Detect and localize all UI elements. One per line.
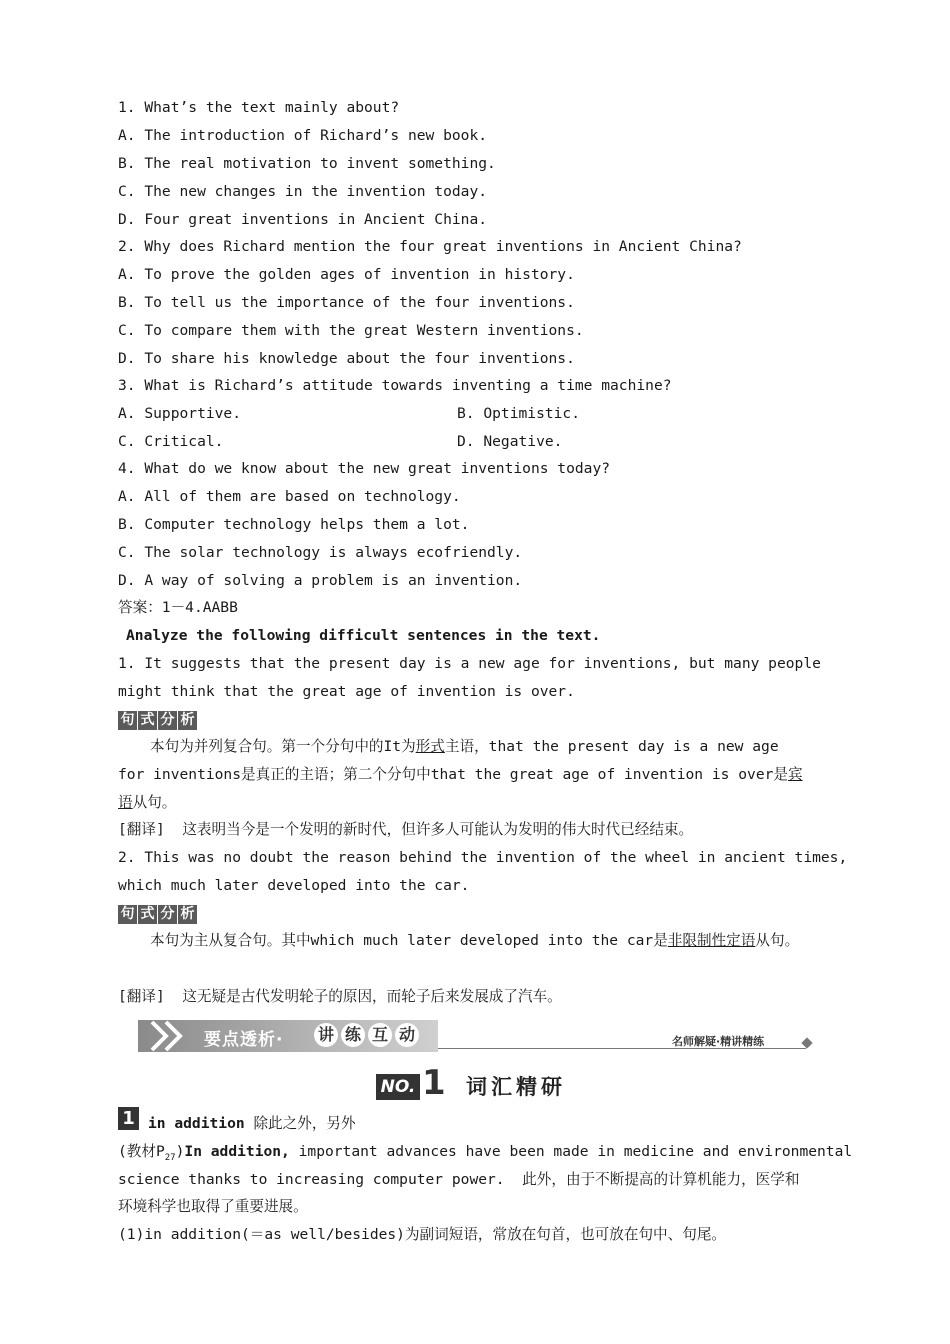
sentence-analysis-tag — [118, 711, 197, 730]
sentence-2-line-1: 2. This was no doubt the reason behind the invention of the wheel in ancient times, — [118, 849, 848, 866]
example-bold: In addition, — [184, 1143, 290, 1160]
vocab-entry — [148, 1114, 356, 1134]
section-banner — [138, 1020, 438, 1052]
vocab-term: in addition — [148, 1115, 245, 1132]
vocab-meaning: 除此之外，另外 — [253, 1115, 356, 1132]
q3-option-b: B. Optimistic. — [457, 405, 581, 422]
analysis-text: 本句为主从复合句。其中which much later developed into the car是 — [150, 932, 668, 949]
q4-option-d: D. A way of solving a problem is an invention. — [118, 572, 523, 589]
question-3: 3. What is Richard’s attitude towards inventing a time machine? — [118, 377, 672, 394]
question-1: 1. What’s the text mainly about? — [118, 99, 400, 116]
vocab-example-line-2: science thanks to increasing computer power. 此外，由于不断提高的计算机能力，医学和 — [118, 1171, 800, 1188]
vocab-note-1: (1)in addition(＝as well/besides)为副词短语，常放在句首，也可放在句中、句尾。 — [118, 1226, 727, 1243]
tag-char: 析 — [178, 905, 197, 924]
q3-option-a: A. Supportive. — [118, 405, 242, 422]
tag-char: 分 — [158, 905, 177, 924]
q3-option-c: C. Critical. — [118, 433, 224, 450]
vocab-example-line-3: 环境科学也取得了重要进展。 — [118, 1198, 308, 1215]
sentence-2-translation: [翻译] 这无疑是古代发明轮子的原因，而轮子后来发展成了汽车。 — [118, 988, 562, 1005]
sentence-1-translation: [翻译] 这表明当今是一个发明的新时代，但许多人可能认为发明的伟大时代已经结束。 — [118, 821, 694, 838]
q1-option-b: B. The real motivation to invent something. — [118, 155, 496, 172]
underlined-term: 宾 — [787, 766, 803, 783]
section-no-digit: 1 — [422, 1063, 446, 1103]
q2-option-d: D. To share his knowledge about the four inventions. — [118, 350, 575, 367]
underlined-term: 非限制性定语 — [667, 932, 756, 949]
tag-char: 式 — [138, 905, 157, 924]
analysis-text: 从句。 — [132, 794, 177, 811]
underlined-term: 形式 — [415, 738, 445, 755]
analysis-text: 本句为并列复合句。第一个分句中的It为 — [150, 738, 416, 755]
analysis-text: 从句。 — [755, 932, 800, 949]
sentence-1-line-2: might think that the great age of invention is over. — [118, 683, 575, 700]
analysis-text: 主语，that the present day is a new age — [444, 738, 779, 755]
banner-char: 练 — [341, 1023, 365, 1047]
section-title: 词汇精研 — [466, 1075, 566, 1099]
sentence-2-line-2: which much later developed into the car. — [118, 877, 470, 894]
sentence-1-analysis-line-2 — [118, 765, 803, 785]
analysis-heading: Analyze the following difficult sentences in the text. — [126, 627, 601, 644]
sentence-1-analysis-line-1 — [150, 737, 779, 757]
question-2: 2. Why does Richard mention the four great inventions in Ancient China? — [118, 238, 742, 255]
example-text: important advances have been made in medicine and environmental — [289, 1143, 853, 1160]
answer-key: 答案：1－4.AABB — [118, 599, 238, 616]
section-no-label: NO. — [376, 1074, 420, 1100]
banner-title: 要点透析· — [204, 1030, 284, 1050]
banner-char: 讲 — [314, 1023, 338, 1047]
banner-subtitle: 名师解疑·精讲精练 — [672, 1035, 765, 1048]
banner-char: 动 — [395, 1023, 419, 1047]
banner-char: 互 — [368, 1023, 392, 1047]
q1-option-a: A. The introduction of Richard’s new book. — [118, 127, 488, 144]
diamond-icon — [801, 1037, 812, 1048]
tag-char: 析 — [178, 711, 197, 730]
q3-option-d: D. Negative. — [457, 433, 563, 450]
q4-option-a: A. All of them are based on technology. — [118, 488, 461, 505]
tag-char: 句 — [118, 905, 137, 924]
tag-char: 式 — [138, 711, 157, 730]
source-ref-close: ) — [175, 1143, 185, 1160]
q1-option-c: C. The new changes in the invention today. — [118, 183, 488, 200]
source-page: 27 — [164, 1152, 176, 1163]
section-number — [376, 1063, 446, 1103]
tag-char: 分 — [158, 711, 177, 730]
vocab-example-line-1 — [118, 1142, 852, 1168]
analysis-text: for inventions是真正的主语；第二个分句中that the great age of invention is over是 — [118, 766, 788, 783]
q2-option-b: B. To tell us the importance of the four inventions. — [118, 294, 575, 311]
underlined-term: 语 — [118, 794, 133, 811]
q1-option-d: D. Four great inventions in Ancient China. — [118, 211, 488, 228]
q4-option-b: B. Computer technology helps them a lot. — [118, 516, 470, 533]
source-ref: (教材P — [118, 1143, 165, 1160]
q2-option-a: A. To prove the golden ages of invention in history. — [118, 266, 575, 283]
chevron-icon — [148, 1020, 188, 1052]
q4-option-c: C. The solar technology is always ecofriendly. — [118, 544, 523, 561]
tag-char: 句 — [118, 711, 137, 730]
vocab-number-badge: 1 — [118, 1107, 139, 1130]
q2-option-c: C. To compare them with the great Western inventions. — [118, 322, 584, 339]
question-4: 4. What do we know about the new great inventions today? — [118, 460, 611, 477]
sentence-1-line-1: 1. It suggests that the present day is a new age for inventions, but many people — [118, 655, 821, 672]
banner-badges — [314, 1023, 419, 1047]
sentence-1-analysis-line-3 — [118, 793, 176, 813]
sentence-analysis-tag — [118, 905, 197, 924]
sentence-2-analysis — [150, 931, 799, 951]
